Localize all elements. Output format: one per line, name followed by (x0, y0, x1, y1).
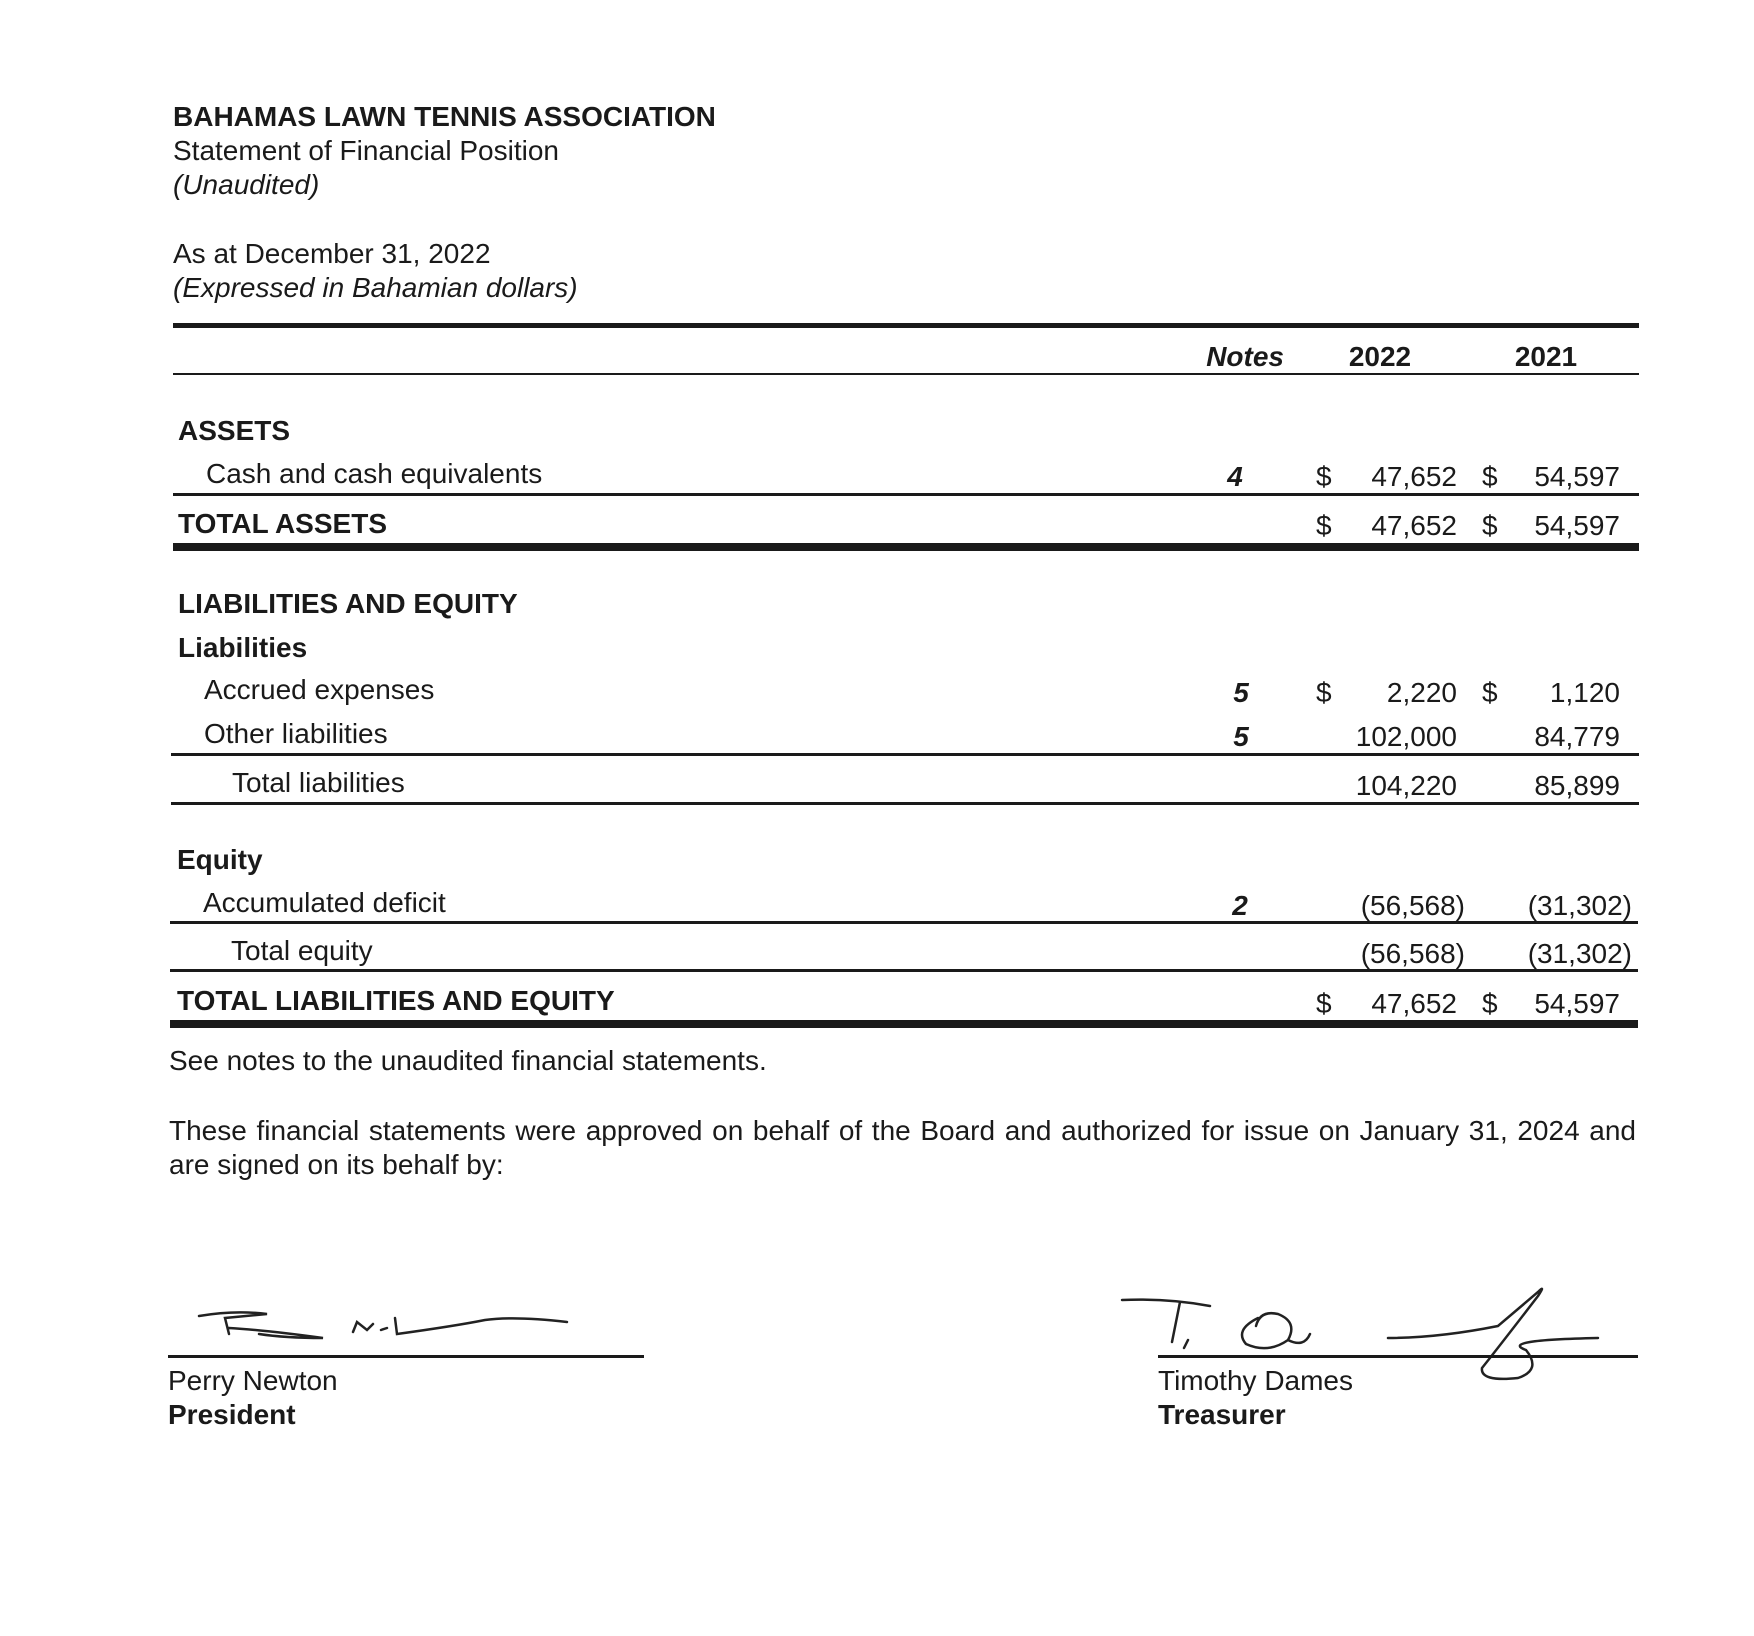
treasurer-title: Treasurer (1158, 1399, 1286, 1430)
other-liabilities-2021-value: 84,779 (1534, 721, 1620, 752)
accrued-note: 5 (1233, 677, 1249, 708)
total-equity-label: Total equity (231, 935, 373, 966)
accrued-2022-dollar: $ (1316, 677, 1332, 708)
cash-rule (173, 493, 1639, 496)
organization-name: BAHAMAS LAWN TENNIS ASSOCIATION (173, 101, 716, 132)
total-equity-2022-value: (56,568) (1360, 938, 1465, 969)
other-liabilities-note: 5 (1233, 721, 1249, 752)
accumulated-deficit-2022-value: (56,568) (1360, 890, 1465, 921)
other-liabilities-2022-value: 102,000 (1355, 721, 1457, 752)
assets-heading: ASSETS (178, 415, 291, 446)
cash-2021-value: 54,597 (1534, 461, 1620, 492)
total-liabilities-2021-value: 85,899 (1534, 770, 1620, 801)
treasurer-name: Timothy Dames (1158, 1365, 1354, 1396)
total-equity-2021-value: (31,302) (1527, 938, 1632, 969)
approval-statement: These financial statements were approved on behalf of the Board and authorized for issue on January 31, 2024 and are signed on its behalf by: (169, 1115, 1636, 1180)
total-liabilities-equity-2021-value: 54,597 (1534, 988, 1620, 1019)
cash-2022-dollar: $ (1316, 461, 1332, 492)
cash-note: 4 (1227, 461, 1243, 492)
liabilities-equity-heading: LIABILITIES AND EQUITY (178, 588, 518, 619)
president-title: President (168, 1399, 296, 1430)
total-liabilities-rule (171, 802, 1639, 805)
total-liabilities-equity-double-rule (170, 1020, 1638, 1028)
accrued-2022-value: 2,220 (1386, 677, 1457, 708)
statement-title: Statement of Financial Position (173, 135, 559, 166)
cash-label: Cash and cash equivalents (206, 458, 543, 489)
other-liabilities-rule (171, 753, 1639, 756)
other-liabilities-label: Other liabilities (204, 718, 388, 749)
accrued-label: Accrued expenses (204, 674, 435, 705)
cash-2022-value: 47,652 (1371, 461, 1457, 492)
total-assets-2021-dollar: $ (1482, 510, 1498, 541)
column-header-rule (173, 373, 1639, 375)
total-assets-2022-value: 47,652 (1371, 510, 1457, 541)
total-liabilities-label: Total liabilities (232, 767, 405, 798)
accumulated-deficit-label: Accumulated deficit (203, 887, 446, 918)
total-liabilities-equity-2022-dollar: $ (1316, 988, 1332, 1019)
accumulated-deficit-2021-value: (31,302) (1527, 890, 1632, 921)
accrued-2021-value: 1,120 (1549, 677, 1620, 708)
accumulated-deficit-rule (170, 921, 1638, 924)
total-assets-label: TOTAL ASSETS (178, 508, 387, 539)
column-header-2022: 2022 (1348, 341, 1412, 372)
accumulated-deficit-note: 2 (1232, 890, 1248, 921)
treasurer-signature-line (1158, 1355, 1638, 1358)
as-at-date: As at December 31, 2022 (173, 238, 491, 269)
audit-status: (Unaudited) (173, 169, 320, 200)
president-name: Perry Newton (168, 1365, 338, 1396)
total-liabilities-equity-label: TOTAL LIABILITIES AND EQUITY (177, 985, 615, 1016)
total-liabilities-2022-value: 104,220 (1355, 770, 1457, 801)
total-liabilities-equity-2021-dollar: $ (1482, 988, 1498, 1019)
total-equity-rule (170, 969, 1638, 972)
column-header-notes: Notes (1206, 341, 1284, 372)
total-assets-double-rule (173, 543, 1639, 551)
total-liabilities-equity-2022-value: 47,652 (1371, 988, 1457, 1019)
total-assets-2022-dollar: $ (1316, 510, 1332, 541)
top-thick-rule (173, 323, 1639, 328)
accrued-2021-dollar: $ (1482, 677, 1498, 708)
president-signature (195, 1300, 575, 1350)
cash-2021-dollar: $ (1482, 461, 1498, 492)
president-signature-line (168, 1355, 644, 1358)
currency-note: (Expressed in Bahamian dollars) (173, 272, 578, 303)
equity-heading: Equity (177, 844, 263, 875)
notes-footnote: See notes to the unaudited financial statements. (169, 1045, 767, 1076)
liabilities-heading: Liabilities (178, 632, 308, 663)
total-assets-2021-value: 54,597 (1534, 510, 1620, 541)
column-header-2021: 2021 (1514, 341, 1578, 372)
